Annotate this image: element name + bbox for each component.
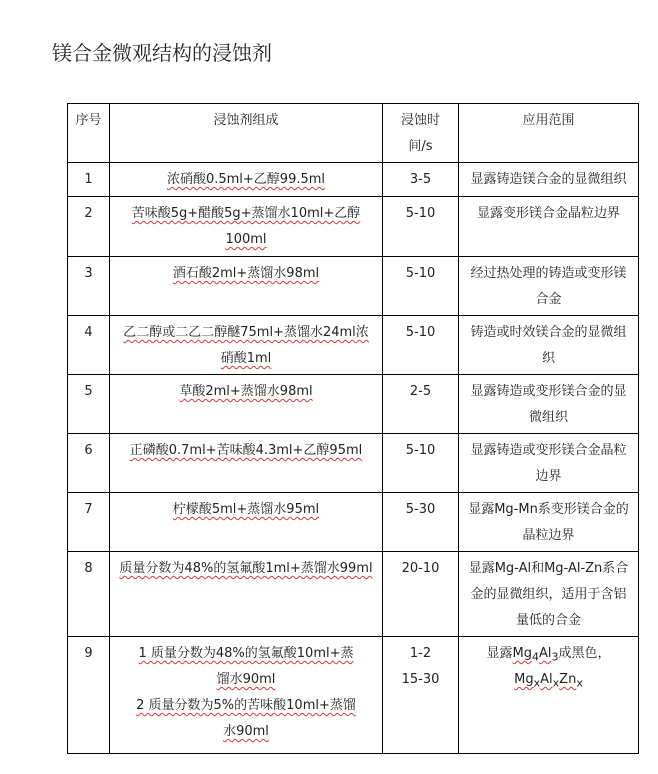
table-row [68, 197, 639, 257]
cell-composition [110, 493, 383, 552]
table-row [68, 552, 639, 637]
application-text-cont: 边界 [535, 469, 562, 484]
cell-time [383, 552, 459, 637]
cell-application [459, 197, 639, 257]
time-value: 5-30 [405, 502, 436, 517]
header-composition-label: 浸蚀剂组成 [213, 113, 279, 128]
application-text-cont: 晶粒边界 [522, 528, 575, 543]
application-text: 经过热处理的铸造或变形镁 [470, 266, 627, 281]
time-value: 3-5 [409, 172, 432, 187]
application-text: 显露变形镁合金晶粒边界 [476, 206, 620, 221]
cell-time [383, 316, 459, 375]
application-text: 显露铸造镁合金的显微组织 [470, 172, 627, 187]
header-application-label: 应用范围 [522, 113, 575, 128]
cell-composition [110, 163, 383, 197]
cell-composition [110, 316, 383, 375]
cell-composition [110, 637, 383, 754]
application-text: 铸造或时效镁合金的显微组 [470, 325, 627, 340]
application-text: 显露铸造或变形镁合金晶粒 [470, 443, 627, 458]
composition-text: 酒石酸2ml+蒸馏水98ml [172, 266, 320, 281]
cell-composition [110, 257, 383, 316]
composition-text: 苦味酸5g+醋酸5g+蒸馏水10ml+乙醇 [131, 206, 361, 221]
cell-seq [68, 257, 110, 316]
page-title: 镁合金微观结构的浸蚀剂 [52, 41, 272, 65]
cell-application [459, 375, 639, 434]
cell-application [459, 552, 639, 637]
time-value: 2-5 [409, 384, 432, 399]
cell-composition [110, 197, 383, 257]
formula-element: Zn [559, 672, 577, 687]
cell-seq [68, 163, 110, 197]
cell-composition [110, 375, 383, 434]
time-value: 5-10 [405, 325, 436, 340]
cell-application [459, 493, 639, 552]
etchant-table [67, 103, 639, 754]
composition-text: 1 质量分数为48%的氢氟酸10ml+蒸 [138, 646, 354, 661]
composition-text: 质量分数为48%的氢氟酸1ml+蒸馏水99ml [119, 561, 373, 576]
formula-subscript: 3 [551, 650, 559, 664]
seq-value: 1 [84, 172, 93, 187]
seq-value: 4 [84, 325, 93, 340]
cell-composition [110, 434, 383, 493]
application-text-cont: 金的显微组织，适用于含铝 [470, 587, 627, 602]
table-row [68, 163, 639, 197]
cell-seq [68, 375, 110, 434]
composition-text-cont: 硝酸1ml [220, 351, 272, 366]
cell-time [383, 257, 459, 316]
header-composition [110, 104, 383, 163]
application-formula-line-2 [514, 667, 583, 692]
time-value: 5-10 [405, 266, 436, 281]
cell-seq [68, 316, 110, 375]
composition-text-2: 2 质量分数为5%的苦味酸10ml+蒸馏 [136, 698, 356, 713]
cell-seq [68, 197, 110, 257]
header-seq-label: 序号 [75, 113, 102, 128]
cell-composition [110, 552, 383, 637]
formula-element: Mg [514, 672, 534, 687]
seq-value: 5 [84, 384, 93, 399]
cell-application [459, 434, 639, 493]
cell-application [459, 257, 639, 316]
application-text-cont: 织 [541, 351, 555, 366]
formula-subscript: x [533, 676, 541, 690]
composition-text: 正磷酸0.7ml+苦味酸4.3ml+乙醇95ml [129, 443, 363, 458]
cell-application [459, 163, 639, 197]
seq-value: 7 [84, 502, 93, 517]
composition-text-cont: 馏水90ml [216, 672, 276, 687]
cell-application [459, 316, 639, 375]
time-value: 5-10 [405, 443, 436, 458]
application-suffix: 成黑色， [558, 646, 611, 661]
cell-seq [68, 434, 110, 493]
application-text-cont: 微组织 [528, 410, 568, 425]
time-value-2: 15-30 [401, 672, 440, 687]
time-value: 20-10 [401, 561, 440, 576]
application-text: 显露Mg-Mn系变形镁合金的 [468, 502, 629, 517]
application-prefix: 显露 [486, 646, 513, 661]
composition-text: 柠檬酸5ml+蒸馏水95ml [172, 502, 320, 517]
seq-value: 3 [84, 266, 93, 281]
formula-element: Al [540, 672, 553, 687]
application-text-cont-2: 量低的合金 [515, 613, 581, 628]
table-row [68, 316, 639, 375]
table-row [68, 257, 639, 316]
formula-subscript: 4 [531, 650, 539, 664]
composition-text-2-cont: 水90ml [223, 724, 269, 739]
formula-element: Al [538, 646, 552, 661]
application-text: 显露铸造或变形镁合金的显 [470, 384, 627, 399]
application-text-cont: 合金 [535, 292, 562, 307]
seq-value: 9 [84, 646, 93, 661]
cell-time [383, 375, 459, 434]
cell-seq [68, 493, 110, 552]
seq-value: 6 [84, 443, 93, 458]
header-seq [68, 104, 110, 163]
header-application [459, 104, 639, 163]
time-value: 1-2 [409, 646, 432, 661]
seq-value: 2 [84, 206, 93, 221]
composition-text: 草酸2ml+蒸馏水98ml [179, 384, 313, 399]
cell-time [383, 197, 459, 257]
table-row [68, 375, 639, 434]
composition-text-cont: 100ml [225, 232, 267, 247]
formula-element: Mg [512, 646, 532, 661]
composition-text: 浓硝酸0.5ml+乙醇99.5ml [166, 172, 326, 187]
table-row [68, 434, 639, 493]
cell-time [383, 493, 459, 552]
application-text: 显露Mg-Al和Mg-Al-Zn系合 [468, 561, 629, 576]
composition-text: 乙二醇或二乙二醇醚75ml+蒸馏水24ml浓 [123, 325, 369, 340]
cell-time [383, 637, 459, 754]
cell-application [459, 637, 639, 754]
table-row [68, 493, 639, 552]
cell-time [383, 163, 459, 197]
cell-seq [68, 637, 110, 754]
header-time [383, 104, 459, 163]
formula-subscript: x [552, 676, 560, 690]
formula-subscript: x [576, 676, 583, 690]
header-time-label-2: 间/s [408, 139, 433, 154]
seq-value: 8 [84, 561, 93, 576]
header-time-label-1: 浸蚀时 [400, 113, 440, 128]
table-header-row [68, 104, 639, 163]
cell-seq [68, 552, 110, 637]
time-value: 5-10 [405, 206, 436, 221]
cell-time [383, 434, 459, 493]
application-formula-line-1 [486, 641, 610, 666]
table-row [68, 637, 639, 754]
